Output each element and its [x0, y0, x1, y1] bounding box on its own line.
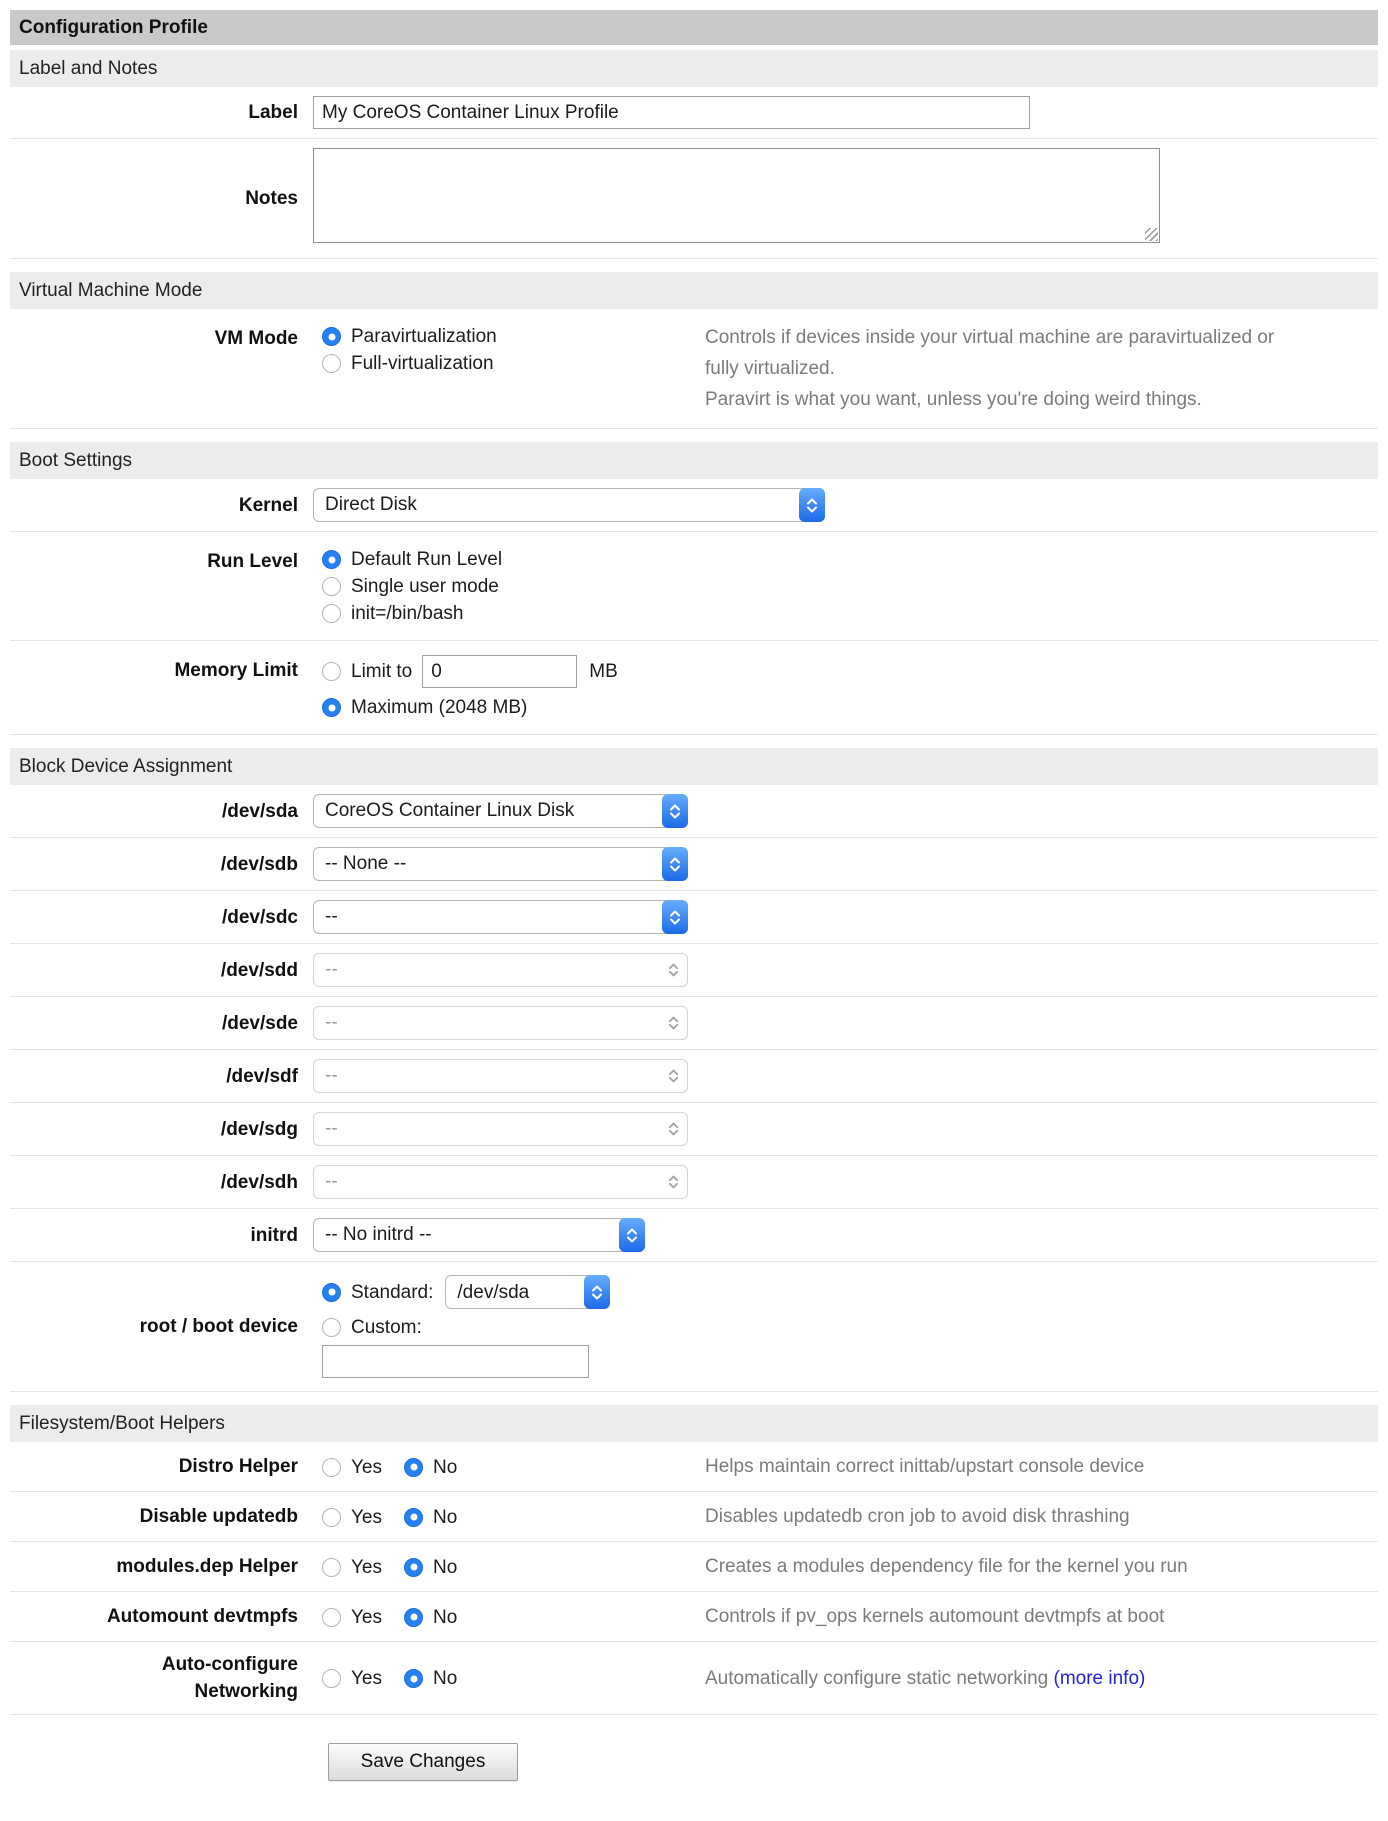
radio-icon [404, 1558, 423, 1577]
section-block-device-assignment: Block Device Assignment [10, 748, 1378, 785]
device-row-sdd: /dev/sdd -- [10, 944, 1378, 997]
custom-device-input[interactable] [322, 1345, 589, 1378]
root-boot-device-label: root / boot device [139, 1316, 298, 1337]
vm-mode-row [10, 309, 1378, 429]
radio-option-yes[interactable]: Yes [322, 1504, 382, 1531]
device-row-sda: /dev/sda CoreOS Container Linux Disk [10, 785, 1378, 838]
device-row-sdb: /dev/sdb -- None -- [10, 838, 1378, 891]
radio-icon [322, 1318, 341, 1337]
radio-option-yes[interactable]: Yes [322, 1665, 382, 1692]
radio-option-yes[interactable]: Yes [322, 1454, 382, 1481]
save-changes-button[interactable]: Save Changes [328, 1743, 518, 1781]
helper-help-text: Disables updatedb cron job to avoid disk thrashing [705, 1506, 1130, 1527]
label-field-label: Label [248, 102, 298, 123]
initrd-select[interactable]: -- No initrd -- [313, 1218, 645, 1252]
sdg-select: -- [313, 1112, 688, 1146]
helper-row-automount-devtmpfs: Automount devtmpfs Yes No Controls if pv_ops kernels automount devtmpfs at boot [10, 1592, 1378, 1642]
chevron-up-down-icon [660, 1165, 686, 1199]
section-filesystem-boot-helpers: Filesystem/Boot Helpers [10, 1405, 1378, 1442]
chevron-up-down-icon [660, 1059, 686, 1093]
radio-option-yes[interactable]: Yes [322, 1554, 382, 1581]
sde-select: -- [313, 1006, 688, 1040]
memory-limit-label: Memory Limit [174, 660, 298, 681]
chevron-up-down-icon [660, 953, 686, 987]
helper-row-disable-updatedb: Disable updatedb Yes No Disables updatedb cron job to avoid disk thrashing [10, 1492, 1378, 1542]
notes-row [10, 139, 1378, 259]
radio-icon [404, 1508, 423, 1527]
radio-icon [404, 1608, 423, 1627]
chevron-up-down-icon[interactable] [799, 488, 825, 522]
kernel-select[interactable]: Direct Disk [313, 488, 825, 522]
chevron-up-down-icon[interactable] [662, 847, 688, 881]
sda-select[interactable]: CoreOS Container Linux Disk [313, 794, 688, 828]
radio-option-no[interactable]: No [404, 1504, 457, 1531]
memory-unit-label: MB [589, 661, 618, 682]
helper-row-modules-dep: modules.dep Helper Yes No Creates a modules dependency file for the kernel you run [10, 1542, 1378, 1592]
radio-icon [322, 1558, 341, 1577]
root-boot-device-row [10, 1262, 1378, 1392]
radio-icon [322, 698, 341, 717]
chevron-up-down-icon [660, 1006, 686, 1040]
helper-help-text: Automatically configure static networking (more info) [705, 1667, 1146, 1689]
device-row-sdh: /dev/sdh -- [10, 1156, 1378, 1209]
vm-mode-help-text: Controls if devices inside your virtual machine are paravirtualized or fully virtualized. Paravirt is what you want, unless you're doing weird things. [705, 327, 1275, 410]
device-row-sde: /dev/sde -- [10, 997, 1378, 1050]
radio-option-limit-to[interactable]: Limit to 0 MB [322, 655, 618, 688]
sdd-select: -- [313, 953, 688, 987]
radio-option-default-run-level[interactable]: Default Run Level [322, 546, 705, 573]
label-input[interactable] [313, 96, 1030, 129]
radio-option-yes[interactable]: Yes [322, 1604, 382, 1631]
initrd-row: initrd -- No initrd -- [10, 1209, 1378, 1262]
helper-row-auto-configure-networking: Auto-configure Networking Yes No Automatically configure static networking (more info) [10, 1642, 1378, 1715]
radio-option-init-bin-bash[interactable]: init=/bin/bash [322, 600, 705, 627]
section-label-and-notes: Label and Notes [10, 50, 1378, 87]
helper-help-text: Creates a modules dependency file for the kernel you run [705, 1556, 1188, 1577]
section-virtual-machine-mode: Virtual Machine Mode [10, 272, 1378, 309]
kernel-label: Kernel [238, 494, 298, 516]
notes-textarea[interactable] [313, 148, 1160, 243]
chevron-up-down-icon[interactable] [662, 900, 688, 934]
section-boot-settings: Boot Settings [10, 442, 1378, 479]
device-row-sdf: /dev/sdf -- [10, 1050, 1378, 1103]
radio-icon [322, 577, 341, 596]
radio-option-no[interactable]: No [404, 1604, 457, 1631]
device-row-sdg: /dev/sdg -- [10, 1103, 1378, 1156]
notes-field-label: Notes [245, 188, 298, 209]
vm-mode-label: VM Mode [214, 328, 298, 349]
chevron-up-down-icon[interactable] [619, 1218, 645, 1252]
helper-row-distro-helper: Distro Helper Yes No Helps maintain correct inittab/upstart console device [10, 1442, 1378, 1492]
radio-option-no[interactable]: No [404, 1554, 457, 1581]
radio-icon [322, 1458, 341, 1477]
kernel-row [10, 479, 1378, 532]
radio-option-single-user-mode[interactable]: Single user mode [322, 573, 705, 600]
radio-icon [404, 1458, 423, 1477]
run-level-label: Run Level [207, 551, 298, 572]
radio-icon [322, 327, 341, 346]
memory-limit-input[interactable] [422, 655, 577, 688]
radio-icon [322, 662, 341, 681]
resize-handle-icon[interactable] [1145, 228, 1158, 241]
standard-device-select[interactable]: /dev/sda [445, 1275, 610, 1309]
helper-help-text: Controls if pv_ops kernels automount devtmpfs at boot [705, 1606, 1165, 1627]
radio-option-no[interactable]: No [404, 1665, 457, 1692]
chevron-up-down-icon [660, 1112, 686, 1146]
radio-icon [322, 1508, 341, 1527]
helper-help-text: Helps maintain correct inittab/upstart console device [705, 1456, 1145, 1477]
sdh-select: -- [313, 1165, 688, 1199]
radio-option-no[interactable]: No [404, 1454, 457, 1481]
radio-option-full-virtualization[interactable]: Full-virtualization [322, 350, 705, 377]
more-info-link[interactable]: (more info) [1053, 1667, 1146, 1689]
device-row-sdc: /dev/sdc -- [10, 891, 1378, 944]
chevron-up-down-icon[interactable] [584, 1275, 610, 1309]
page-title: Configuration Profile [10, 10, 1378, 45]
radio-icon [322, 354, 341, 373]
radio-icon [322, 1608, 341, 1627]
radio-option-paravirtualization[interactable]: Paravirtualization [322, 323, 705, 350]
radio-icon [322, 550, 341, 569]
sdf-select: -- [313, 1059, 688, 1093]
radio-option-standard[interactable]: Standard: /dev/sda [322, 1275, 1378, 1309]
sdc-select[interactable]: -- [313, 900, 688, 934]
radio-option-maximum-memory[interactable]: Maximum (2048 MB) [322, 694, 618, 721]
run-level-row [10, 532, 1378, 641]
radio-icon [404, 1669, 423, 1688]
radio-icon [322, 1669, 341, 1688]
radio-icon [322, 1283, 341, 1302]
sdb-select[interactable]: -- None -- [313, 847, 688, 881]
memory-limit-row [10, 641, 1378, 735]
chevron-up-down-icon[interactable] [662, 794, 688, 828]
radio-icon [322, 604, 341, 623]
label-row [10, 87, 1378, 139]
radio-option-custom[interactable]: Custom: [322, 1314, 1378, 1341]
